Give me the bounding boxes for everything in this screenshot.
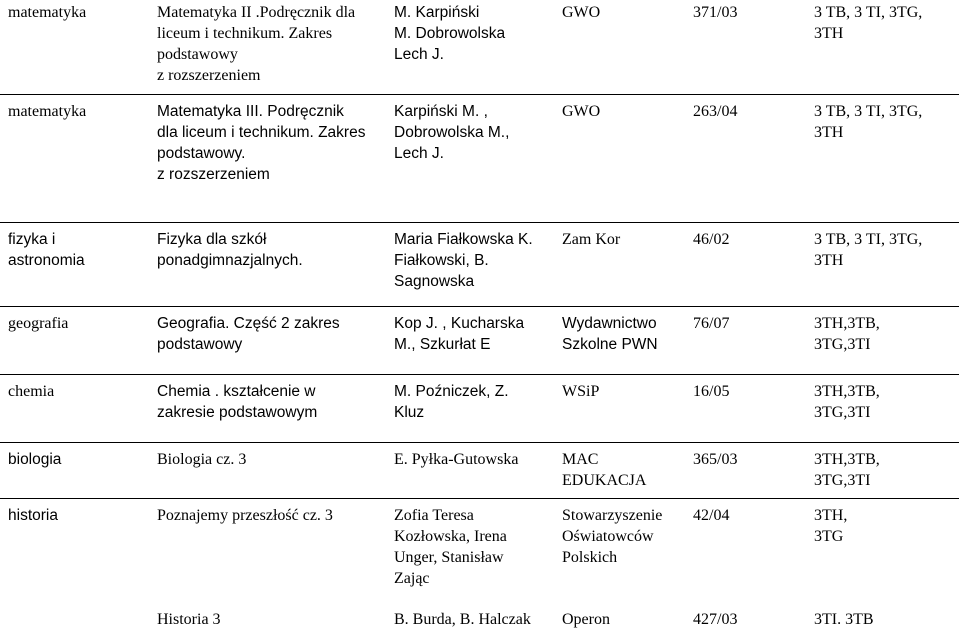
row-divider [0, 222, 959, 223]
cell-line: 3 TB, 3 TI, 3TG, [814, 4, 923, 21]
cell-line: Kozłowska, Irena [394, 528, 507, 545]
cell-line: Stowarzyszenie [562, 507, 663, 524]
cell-subject [8, 229, 85, 271]
cell-line: fizyka i [8, 231, 56, 248]
cell-line: Operon [562, 611, 610, 628]
cell-line: Dobrowolska M., [394, 124, 510, 141]
cell-line: Geografia. Część 2 zakres [157, 315, 340, 332]
cell-line: M. Poźniczek, Z. [394, 383, 509, 400]
cell-line: ponadgimnazjalnych. [157, 252, 303, 269]
cell-authors [394, 449, 518, 470]
cell-title [157, 609, 221, 630]
cell-line: podstawowy [157, 46, 238, 63]
cell-title [157, 449, 246, 470]
cell-line: 365/03 [693, 451, 738, 468]
row-divider [0, 94, 959, 95]
cell-publisher [562, 101, 600, 122]
cell-line: 3TH,3TB, [814, 315, 880, 332]
cell-number [693, 101, 737, 122]
row-divider [0, 498, 959, 499]
cell-line: WSiP [562, 383, 600, 400]
cell-classes [814, 381, 880, 423]
cell-subject [8, 101, 86, 122]
cell-line: 3TH,3TB, [814, 451, 880, 468]
cell-number [693, 313, 729, 334]
cell-line: z rozszerzeniem [157, 67, 261, 84]
cell-line: 3TH [814, 25, 844, 42]
cell-classes [814, 2, 922, 44]
cell-title [157, 313, 340, 355]
cell-number [693, 229, 729, 250]
cell-line: matematyka [8, 4, 87, 21]
cell-authors [394, 313, 524, 355]
cell-line: M. Dobrowolska [394, 25, 506, 42]
cell-line: Matematyka II .Podręcznik dla [157, 4, 356, 21]
cell-publisher [562, 449, 646, 491]
cell-subject [8, 313, 68, 334]
cell-line: podstawowy [157, 336, 243, 353]
cell-line: Wydawnictwo [562, 315, 657, 332]
cell-line: historia [8, 507, 58, 524]
cell-authors [394, 381, 509, 423]
cell-line: biologia [8, 451, 62, 468]
row-divider [0, 374, 959, 375]
cell-line: Karpiński M. , [394, 103, 488, 120]
cell-line: 3TG,3TI [814, 336, 871, 353]
cell-line: Lech J. [394, 46, 444, 63]
cell-line: Fizyka dla szkół [157, 231, 267, 248]
cell-publisher [562, 2, 600, 23]
cell-subject [8, 449, 61, 470]
cell-line: Zofia Teresa [394, 507, 474, 524]
cell-classes [814, 505, 847, 547]
cell-line: 3 TB, 3 TI, 3TG, [814, 103, 923, 120]
cell-number [693, 449, 737, 470]
cell-line: matematyka [8, 103, 87, 120]
cell-line: 16/05 [693, 383, 730, 400]
cell-line: 3TG,3TI [814, 404, 871, 421]
cell-line: Historia 3 [157, 611, 221, 628]
cell-classes [814, 449, 880, 491]
cell-line: 263/04 [693, 103, 738, 120]
cell-line: 427/03 [693, 611, 738, 628]
cell-title [157, 381, 317, 423]
cell-line: 3TH [814, 124, 844, 141]
cell-line: GWO [562, 103, 601, 120]
cell-line: Poznajemy przeszłość cz. 3 [157, 507, 333, 524]
cell-line: Zam Kor [562, 231, 621, 248]
cell-line: Maria Fiałkowska K. [394, 231, 533, 248]
cell-line: Zając [394, 570, 430, 587]
cell-number [693, 381, 729, 402]
cell-line: astronomia [8, 252, 85, 269]
cell-line: Oświatowców [562, 528, 654, 545]
cell-line: Kop J. , Kucharska [394, 315, 525, 332]
cell-number [693, 505, 729, 526]
cell-title [157, 229, 303, 271]
cell-line: Matematyka III. Podręcznik [157, 103, 344, 120]
cell-title [157, 505, 333, 526]
cell-title [157, 2, 355, 86]
cell-line: E. Pyłka-Gutowska [394, 451, 519, 468]
cell-subject [8, 505, 58, 526]
cell-line: EDUKACJA [562, 472, 647, 489]
cell-authors [394, 505, 507, 589]
cell-line: 3 TB, 3 TI, 3TG, [814, 231, 923, 248]
cell-line: 3TI. 3TB [814, 611, 874, 628]
cell-line: Fiałkowski, B. [394, 252, 489, 269]
cell-line: Szkolne PWN [562, 336, 658, 353]
row-divider [0, 306, 959, 307]
cell-classes [814, 313, 880, 355]
cell-line: geografia [8, 315, 69, 332]
cell-line: GWO [562, 4, 601, 21]
cell-line: Polskich [562, 549, 618, 566]
cell-authors [394, 101, 509, 164]
cell-publisher [562, 229, 620, 250]
cell-line: liceum i technikum. Zakres [157, 25, 333, 42]
cell-line: podstawowy. [157, 145, 246, 162]
cell-line: Biologia cz. 3 [157, 451, 247, 468]
cell-line: 46/02 [693, 231, 730, 248]
cell-number [693, 2, 737, 23]
cell-line: 3TG,3TI [814, 472, 871, 489]
cell-line: MAC [562, 451, 599, 468]
cell-line: 371/03 [693, 4, 738, 21]
row-divider [0, 442, 959, 443]
cell-classes [814, 101, 922, 143]
cell-line: 3TH,3TB, [814, 383, 880, 400]
cell-title [157, 101, 365, 185]
cell-line: 42/04 [693, 507, 730, 524]
cell-authors [394, 609, 531, 630]
cell-line: Kluz [394, 404, 425, 421]
cell-line: 76/07 [693, 315, 730, 332]
cell-publisher [562, 381, 599, 402]
cell-publisher [562, 313, 658, 355]
cell-line: 3TG [814, 528, 844, 545]
cell-authors [394, 2, 505, 65]
cell-line: Unger, Stanisław [394, 549, 504, 566]
cell-line: M., Szkurłat E [394, 336, 491, 353]
cell-line: Chemia . kształcenie w [157, 383, 316, 400]
cell-line: B. Burda, B. Halczak [394, 611, 531, 628]
cell-classes [814, 229, 922, 271]
cell-line: z rozszerzeniem [157, 166, 270, 183]
cell-publisher [562, 505, 662, 568]
cell-line: Sagnowska [394, 273, 475, 290]
cell-number [693, 609, 737, 630]
cell-publisher [562, 609, 610, 630]
cell-line: zakresie podstawowym [157, 404, 318, 421]
cell-authors [394, 229, 533, 292]
cell-line: M. Karpiński [394, 4, 480, 21]
cell-subject [8, 381, 54, 402]
cell-line: chemia [8, 383, 55, 400]
cell-line: dla liceum i technikum. Zakres [157, 124, 366, 141]
cell-subject [8, 2, 86, 23]
cell-line: 3TH [814, 252, 844, 269]
cell-line: 3TH, [814, 507, 848, 524]
cell-classes [814, 609, 874, 630]
cell-line: Lech J. [394, 145, 444, 162]
